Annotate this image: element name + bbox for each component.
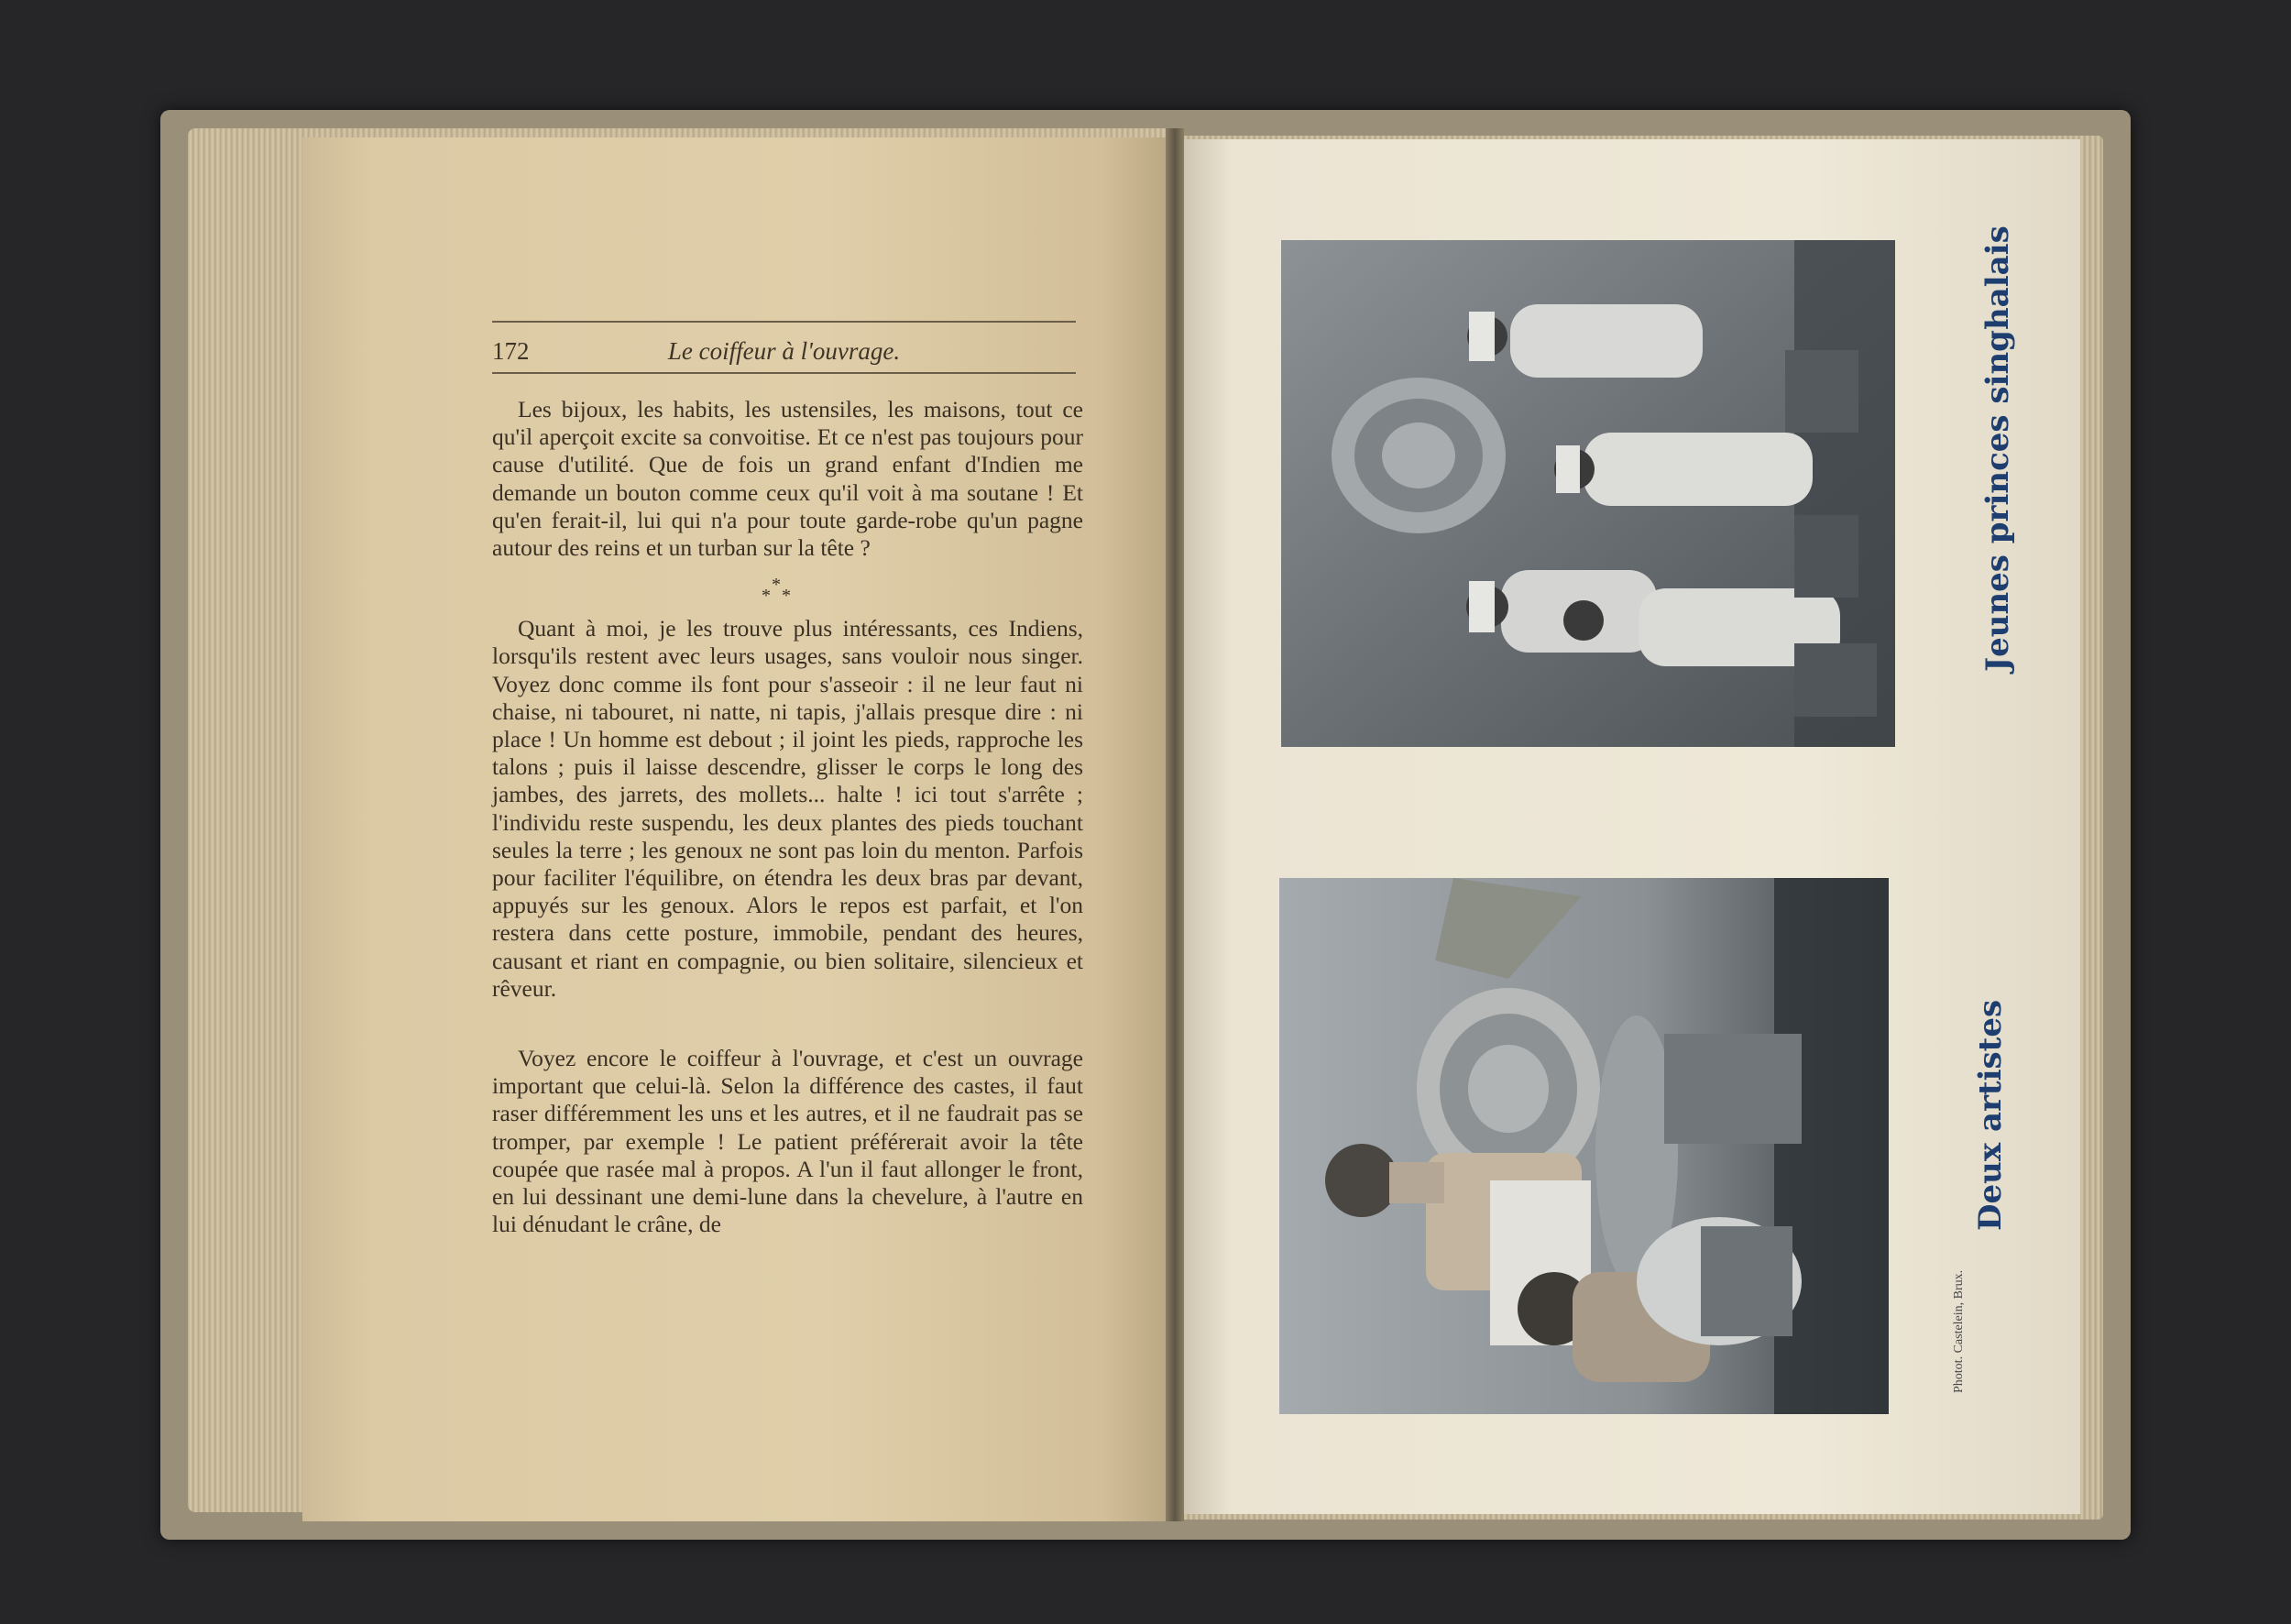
caption-young-princes: Jeunes princes singhalais [1979, 225, 2016, 672]
header-rule-top [492, 321, 1076, 323]
book-gutter [1166, 128, 1184, 1521]
dinkus-star: * [762, 586, 771, 607]
photo-young-princes [1281, 240, 1895, 747]
dinkus-star: * [772, 575, 781, 596]
section-break [492, 562, 1083, 615]
body-text [492, 396, 1083, 1238]
header-rule-bottom [492, 372, 1076, 374]
photo-credit: Photot. Castelein, Brux. [1952, 1269, 1966, 1393]
running-head: Le coiffeur à l'ouvrage. [667, 337, 901, 365]
paragraph-1: Les bijoux, les habits, les ustensiles, les maisons, tout ce qu'il aperçoit excite sa convoitise. Et ce n'est pas toujours pour cause d'utilité. Que de fois un grand enfant d'Indien me demande un bouton comme ceux qu'il voit à ma soutane ! Et qu'en ferait-il, lui qui n'a pour toute garde-robe qu'un pagne autour des reins et un turban sur la tête ? [492, 396, 1083, 562]
caption-two-artists: Deux artistes [1972, 999, 2009, 1231]
paragraph-3: Voyez encore le coiffeur à l'ouvrage, et c'est un ouvrage important que celui-là. Selon la différence des castes, il faut raser différemment les uns et les autres, et il ne faudrait pas se tromper, par exemple ! Le patient préférerait avoir la tête coupée que rasée mal à propos. A l'un il faut allonger le front, en lui dessinant une demi-lune dans la chevelure, à l'autre en lui dénudant le crâne, de [492, 1045, 1083, 1238]
page-header [492, 332, 1076, 372]
photo-two-artists [1279, 878, 1889, 1414]
dinkus-star: * [782, 586, 791, 607]
paragraph-2: Quant à moi, je les trouve plus intéressants, ces Indiens, lorsqu'ils restent avec leurs usages, sans vouloir nous singer. Voyez donc comme ils font pour s'asseoir : il ne leur faut ni chaise, ni tabouret, ni natte, ni tapis, j'allais presque dire : ni place ! Un homme est debout ; il joint les pieds, rapproche les talons ; puis il laisse descendre, glisser le corps le long des jambes, des jarrets, des mollets... halte ! ici tout s'arrête ; l'individu reste suspendu, les deux plantes des pieds touchant seules la terre ; les genoux ne sont pas loin du menton. Parfois pour faciliter l'équilibre, on étendra les deux bras par devant, appuyés sur les genoux. Alors le repos est parfait, et l'on restera dans cette posture, immobile, pendant des heures, causant et riant en compagnie, ou bien solitaire, silencieux et rêveur. [492, 615, 1083, 1002]
page-number: 172 [492, 337, 530, 365]
